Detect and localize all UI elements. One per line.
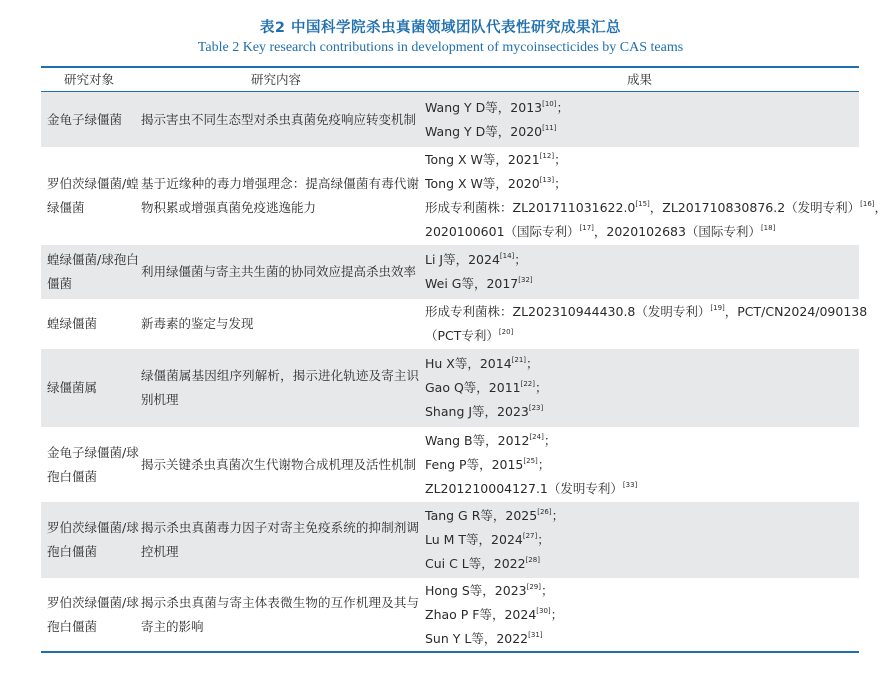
- result-line: 形成专利菌株：ZL202310944430.8（发明专利）[19]，PCT/CN2024/090138: [425, 304, 868, 319]
- result-line: Wang Y D等，2020[11]: [425, 123, 557, 139]
- result-line: 2020100601（国际专利）[17]，2020102683（国际专利）[18]: [425, 224, 776, 239]
- result-line: Cui C L等，2022[28]: [425, 556, 540, 571]
- citation-ref[interactable]: [16]: [860, 200, 875, 208]
- research-results: [425, 578, 855, 651]
- citation-ref[interactable]: [26]: [537, 508, 552, 516]
- research-content: 利用绿僵菌与寄主共生菌的协同效应提高杀虫效率: [141, 264, 417, 279]
- citation-ref[interactable]: [10]: [542, 99, 557, 108]
- research-object: 金龟子绿僵菌: [47, 111, 123, 127]
- result-line: Lu M T等，2024[27]；: [425, 532, 550, 547]
- citation-ref[interactable]: [19]: [710, 304, 725, 312]
- research-content: 新毒素的鉴定与发现: [141, 316, 254, 331]
- result-line: 形成专利菌株：ZL201711031622.0[15]，ZL201710830876.2（发明专利）[16]，: [425, 200, 887, 215]
- citation-ref[interactable]: [32]: [518, 276, 533, 284]
- result-line: Sun Y L等，2022[31]: [425, 630, 543, 646]
- citation-ref[interactable]: [13]: [539, 176, 555, 184]
- research-results: [425, 299, 868, 349]
- citation-ref[interactable]: [27]: [522, 532, 538, 540]
- research-results: [425, 427, 855, 502]
- research-content: 揭示杀虫真菌毒力因子对寄主免疫系统的抑制剂调控机理: [141, 520, 419, 559]
- result-line: Hu X等，2014[21]；: [425, 356, 539, 371]
- research-object: 绿僵菌属: [47, 380, 98, 395]
- research-object: 罗伯茨绿僵菌/蝗绿僵菌: [47, 176, 139, 215]
- result-line: （PCT专利）[20]: [425, 328, 514, 343]
- result-line: Shang J等，2023[23]: [425, 404, 544, 419]
- citation-ref[interactable]: [21]: [511, 356, 527, 364]
- research-content: 基于近缘种的毒力增强理念：提高绿僵菌有毒代谢物积累或增强真菌免疫逃逸能力: [141, 176, 419, 215]
- research-content: 揭示杀虫真菌与寄主体表微生物的互作机理及其与寄主的影响: [141, 594, 419, 634]
- citation-ref[interactable]: [20]: [498, 328, 514, 336]
- research-object: 蝗绿僵菌/球孢白僵菌: [47, 252, 139, 291]
- header-object: 研究对象: [64, 72, 115, 87]
- citation-ref[interactable]: [25]: [523, 456, 538, 465]
- table-top-rule: [41, 66, 859, 68]
- citation-ref[interactable]: [18]: [760, 224, 776, 232]
- result-line: Tong X W等，2021[12]；: [425, 152, 567, 167]
- citation-ref[interactable]: [28]: [525, 556, 540, 564]
- research-results: [425, 349, 855, 427]
- result-line: Wang Y D等，2013[10]；: [425, 99, 569, 115]
- research-results: [425, 502, 855, 578]
- research-results: [425, 92, 855, 147]
- table-row: [41, 578, 859, 651]
- table-title-en: Table 2 Key research contributions in development of mycoinsecticides by CAS teams: [197, 40, 684, 55]
- research-object: 蝗绿僵菌: [47, 316, 98, 331]
- research-results: [425, 245, 855, 299]
- research-content: 揭示害虫不同生态型对杀虫真菌免疫响应转变机制: [141, 111, 417, 127]
- result-line: Tang G R等，2025[26]；: [425, 508, 565, 523]
- citation-ref[interactable]: [17]: [579, 224, 594, 232]
- result-line: Wei G等，2017[32]: [425, 276, 533, 291]
- table-bottom-rule: [41, 651, 859, 653]
- citation-ref[interactable]: [14]: [499, 252, 515, 260]
- citation-ref[interactable]: [30]: [536, 606, 551, 615]
- table-row: [41, 349, 859, 427]
- table-row: [41, 427, 859, 502]
- citation-ref[interactable]: [31]: [528, 630, 543, 639]
- result-line: Li J等，2024[14]；: [425, 252, 527, 267]
- citation-ref[interactable]: [24]: [529, 432, 544, 441]
- citation-ref[interactable]: [12]: [539, 152, 555, 160]
- header-content: 研究内容: [251, 72, 302, 87]
- research-object: 罗伯茨绿僵菌/球孢白僵菌: [47, 520, 139, 559]
- citation-ref[interactable]: [22]: [520, 380, 535, 388]
- research-object: 金龟子绿僵菌/球孢白僵菌: [47, 444, 139, 484]
- result-line: Wang B等，2012[24]；: [425, 432, 557, 448]
- citation-ref[interactable]: [11]: [542, 123, 557, 132]
- table-row: [41, 502, 859, 578]
- citation-ref[interactable]: [29]: [526, 582, 541, 591]
- result-line: ZL201210004127.1（发明专利）[33]: [425, 480, 638, 496]
- research-content: 揭示关键杀虫真菌次生代谢物合成机理及活性机制: [141, 456, 417, 472]
- header-results: 成果: [627, 72, 653, 87]
- result-line: Hong S等，2023[29]；: [425, 582, 554, 598]
- research-object: 罗伯茨绿僵菌/球孢白僵菌: [47, 594, 139, 634]
- table-title-zh: 表2 中国科学院杀虫真菌领域团队代表性研究成果汇总: [259, 20, 622, 36]
- result-line: Gao Q等，2011[22]；: [425, 380, 548, 395]
- citation-ref[interactable]: [23]: [528, 404, 544, 412]
- table-row: [41, 147, 887, 245]
- table-row: [41, 92, 859, 147]
- result-line: Tong X W等，2020[13]；: [425, 176, 567, 191]
- table-row: [41, 299, 868, 349]
- result-line: Feng P等，2015[25]；: [425, 456, 551, 472]
- research-results: [425, 147, 887, 245]
- result-line: Zhao P F等，2024[30]；: [425, 606, 564, 622]
- citation-ref[interactable]: [15]: [635, 200, 650, 208]
- research-content: 绿僵菌属基因组序列解析，揭示进化轨迹及寄主识别机理: [141, 368, 419, 407]
- citation-ref[interactable]: [33]: [622, 480, 638, 489]
- table-row: [41, 245, 859, 299]
